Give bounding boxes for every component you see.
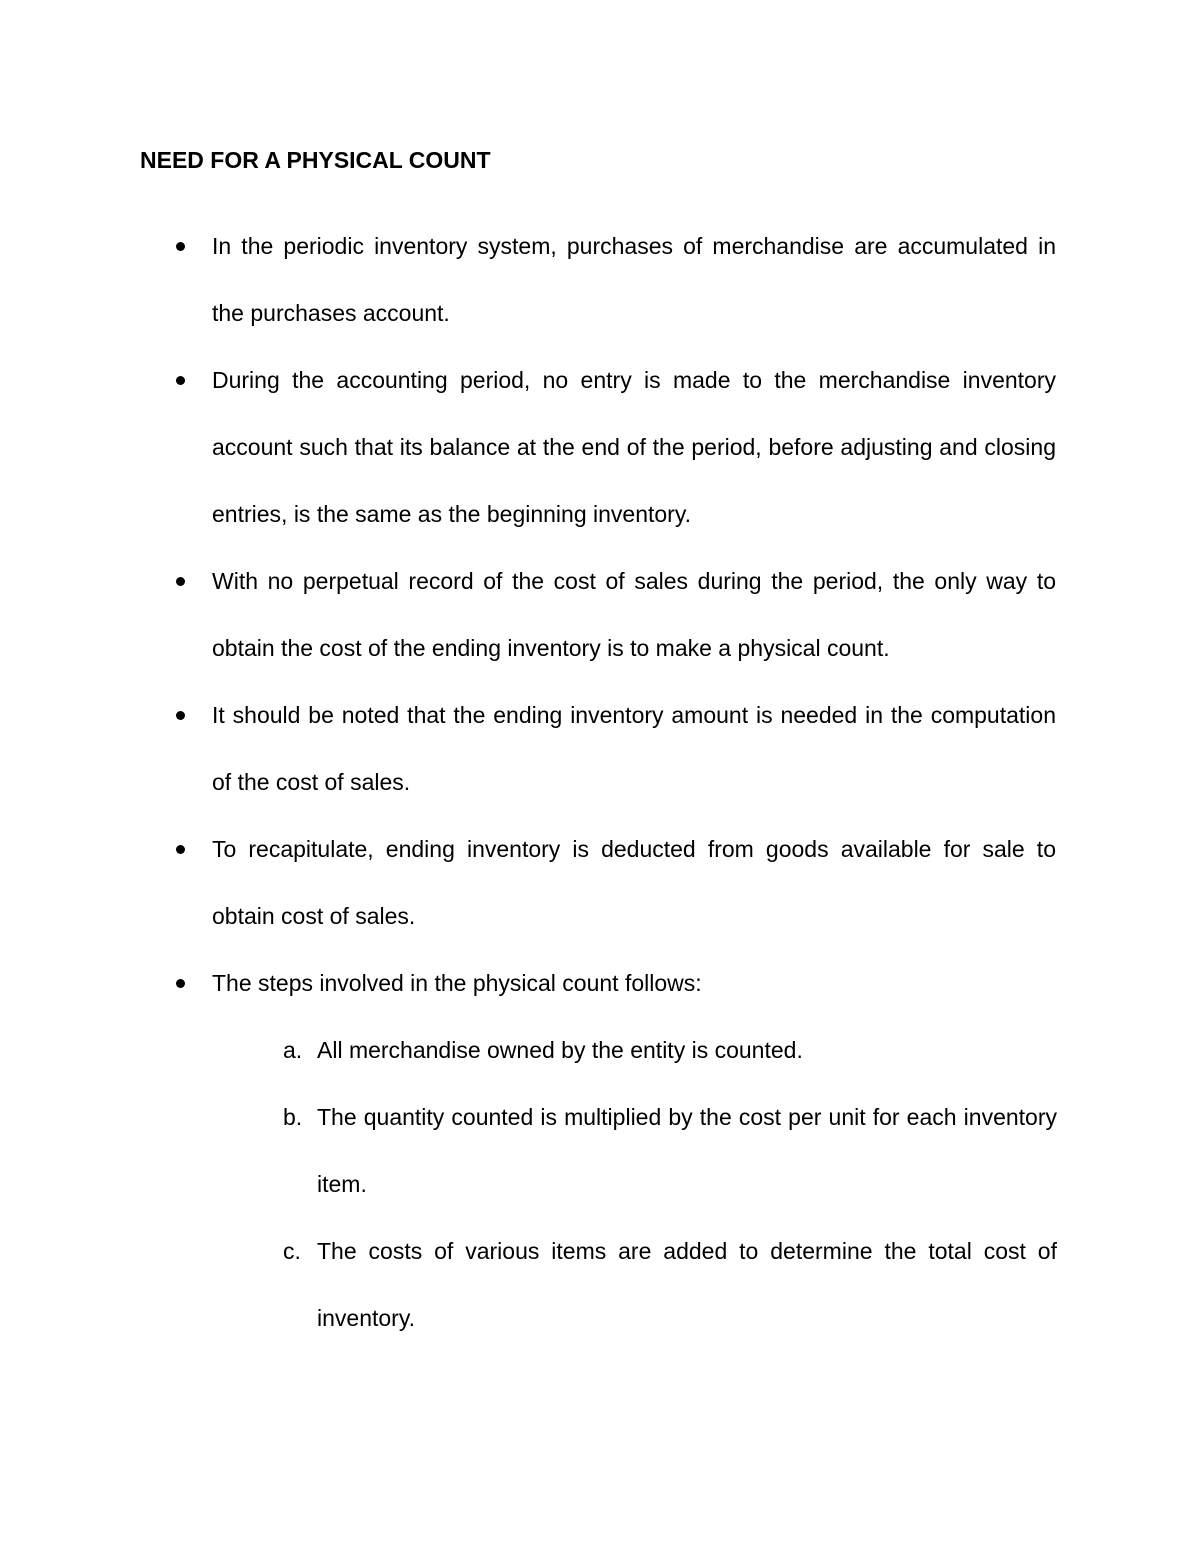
bullet-icon [176,979,185,988]
step-text: The costs of various items are added to determine the total cost of inventory. [317,1238,1057,1331]
bullet-icon [176,711,185,720]
bullet-text: In the periodic inventory system, purchases of merchandise are accumulated in the purchases account. [212,233,1056,326]
bullet-icon [176,242,185,251]
step-marker: b. [283,1104,303,1130]
step-marker: a. [283,1037,303,1063]
bullet-text: With no perpetual record of the cost of sales during the period, the only way to obtain the cost of the ending inventory is to make a physical count. [212,568,1056,661]
bullet-text: To recapitulate, ending inventory is deducted from goods available for sale to obtain cost of sales. [212,836,1056,929]
step-text: All merchandise owned by the entity is counted. [317,1037,803,1063]
step-marker: c. [283,1238,301,1264]
step-text: The quantity counted is multiplied by the cost per unit for each inventory item. [317,1104,1057,1197]
bullet-icon [176,376,185,385]
bullet-text: During the accounting period, no entry is made to the merchandise inventory account such that its balance at the end of the period, before adjusting and closing entries, is the same as the beginning inventory. [212,367,1056,527]
bullet-text: It should be noted that the ending inventory amount is needed in the computation of the cost of sales. [212,702,1056,795]
bullet-text: The steps involved in the physical count follows: [212,970,702,996]
bullet-icon [176,577,185,586]
bullet-icon [176,845,185,854]
page-title: NEED FOR A PHYSICAL COUNT [140,147,491,173]
